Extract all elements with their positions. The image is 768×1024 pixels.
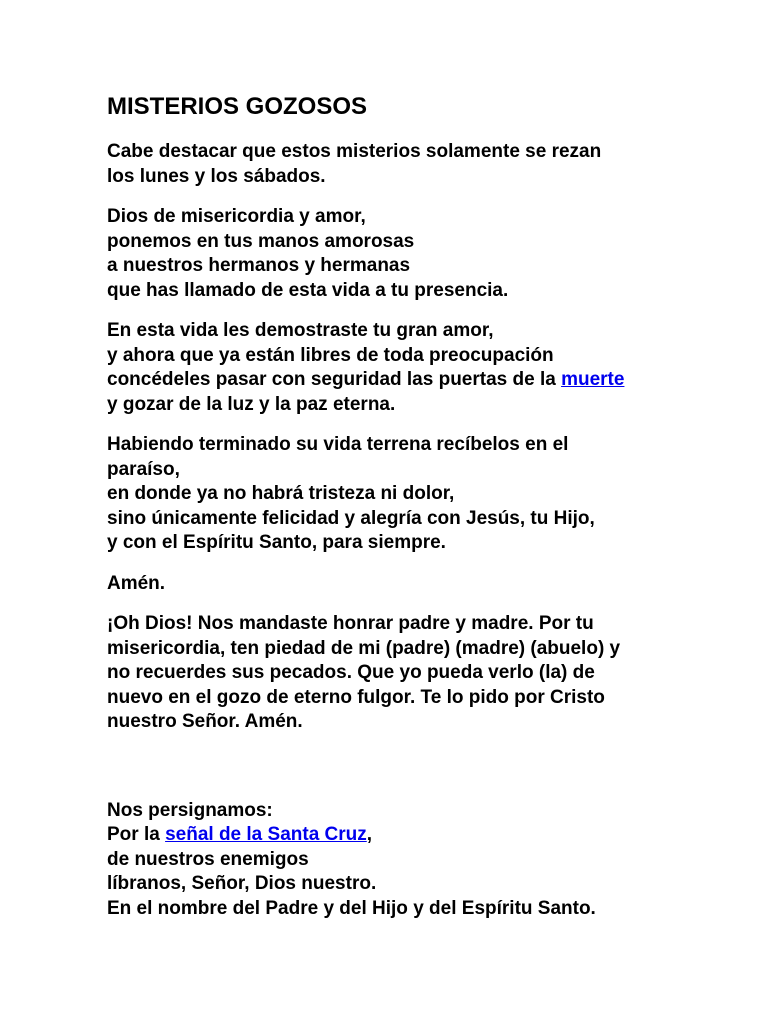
sign-line: líbranos, Señor, Dios nuestro. [107,873,377,894]
amen-paragraph [107,572,707,597]
prayer-line: En esta vida les demostraste tu gran amor, [107,320,494,341]
sign-of-cross-paragraph [107,799,707,922]
santa-cruz-link[interactable]: señal de la Santa Cruz [165,824,367,845]
prayer-line: y ahora que ya están libres de toda preocupación [107,344,554,366]
prayer-paragraph-4 [107,612,707,735]
prayer-line: que has llamado de esta vida a tu presencia. [107,279,509,301]
prayer-line: no recuerdes sus pecados. Que yo pueda verlo (la) de [107,662,595,683]
intro-paragraph [107,140,707,189]
page-title: MISTERIOS GOZOSOS [107,93,368,120]
prayer-line: en donde ya no habrá tristeza ni dolor, [107,483,455,504]
intro-line: los lunes y los sábados. [107,165,326,187]
prayer-line: paraíso, [107,458,180,480]
prayer-paragraph-1 [107,205,707,303]
prayer-line: ponemos en tus manos amorosas [107,230,415,252]
prayer-paragraph-2 [107,319,707,417]
prayer-line: nuevo en el gozo de eterno fulgor. Te lo pido por Cristo [107,686,605,708]
prayer-line: a nuestros hermanos y hermanas [107,255,411,276]
intro-line: Cabe destacar que estos misterios solamente se rezan [107,141,602,162]
prayer-line: nuestro Señor. Amén. [107,711,303,732]
prayer-line [107,368,707,393]
prayer-paragraph-3 [107,433,707,556]
sign-line: En el nombre del Padre y del Hijo y del Espíritu Santo. [107,897,596,919]
sign-line: de nuestros enemigos [107,848,309,870]
prayer-line: y con el Espíritu Santo, para siempre. [107,532,446,553]
amen-line: Amén. [107,572,166,594]
prayer-line-text: concédeles pasar con seguridad las puertas de la [107,369,562,390]
prayer-line: ¡Oh Dios! Nos mandaste honrar padre y madre. Por tu [107,613,594,634]
muerte-link[interactable]: muerte [561,369,625,390]
prayer-line: Dios de misericordia y amor, [107,206,366,227]
sign-line-prefix: Por la [107,824,166,845]
sign-line: Nos persignamos: [107,799,273,821]
sign-line [107,823,707,848]
prayer-line: y gozar de la luz y la paz eterna. [107,393,396,415]
prayer-line: misericordia, ten piedad de mi (padre) (madre) (abuelo) y [107,637,621,659]
sign-line-suffix: , [366,824,373,845]
prayer-line: Habiendo terminado su vida terrena recíbelos en el [107,434,569,455]
prayer-line: sino únicamente felicidad y alegría con Jesús, tu Hijo, [107,507,595,529]
document-page [107,92,707,937]
